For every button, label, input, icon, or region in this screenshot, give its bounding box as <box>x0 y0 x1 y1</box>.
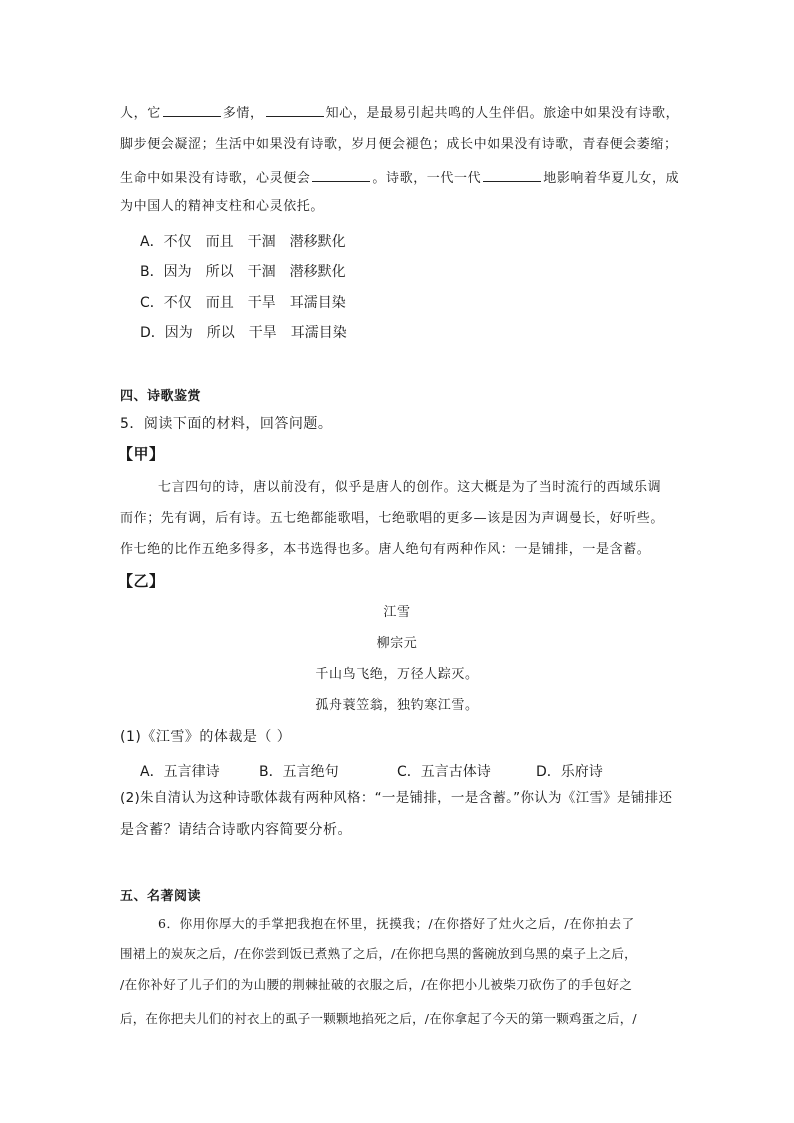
reading-line: 后，在你把夫儿们的衬衣上的虱子一颗颗地掐死之后，/在你拿起了今天的第一颗鸡蛋之后，/ <box>120 1011 637 1026</box>
option-d <box>140 322 347 342</box>
answer-blank <box>483 170 541 182</box>
poem-author: 柳宗元 <box>376 636 418 651</box>
reading-line: 围裙上的炭灰之后，/在你尝到饭已煮熟了之后，/在你把乌黑的酱碗放到乌黑的桌子上之后， <box>120 946 637 961</box>
option-word: 干涸 <box>247 264 276 280</box>
option-word: 不仅 <box>163 295 192 311</box>
passage-line <box>120 170 679 185</box>
sub1-option-b: B．五言绝句 <box>259 764 339 780</box>
passage-text: 。诗歌，一代一代 <box>372 171 482 186</box>
option-letter: A． <box>140 234 164 250</box>
passage-line <box>120 105 679 120</box>
passage-text: 地影响着华夏儿女，成 <box>543 171 680 186</box>
option-c <box>140 292 346 312</box>
material-line: 七言四句的诗，唐以前没有，似乎是唐人的创作。这大概是为了当时流行的西域乐调 <box>158 480 662 495</box>
option-word: 所以 <box>205 264 234 280</box>
option-letter: D． <box>140 325 165 341</box>
option-word: 耳濡目染 <box>289 295 346 311</box>
poem-line: 孤舟蓑笠翁，独钓寒江雪。 <box>315 698 479 713</box>
option-word: 干旱 <box>247 295 276 311</box>
option-word: 因为 <box>164 325 193 341</box>
poem-line: 千山鸟飞绝，万径人踪灭。 <box>315 667 479 682</box>
passage-text: 知心，是最易引起共鸣的人生伴侣。旅途中如果没有诗歌， <box>325 106 680 121</box>
passage-line: 脚步便会凝涩；生活中如果没有诗歌，岁月便会褪色；成长中如果没有诗歌，青春便会萎缩； <box>120 137 678 152</box>
option-word: 潜移默化 <box>289 234 346 250</box>
reading-line: /在你补好了儿子们的为山腰的荆棘扯破的衣服之后，/在你把小儿被柴刀砍伤了的手包好之 <box>120 977 633 992</box>
material-label: 【乙】 <box>118 572 165 590</box>
answer-blank <box>312 170 370 182</box>
sub1-option-a: A．五言律诗 <box>140 764 220 780</box>
passage-text: 多情， <box>222 106 264 121</box>
sub-question: (2)朱自清认为这种诗歌体裁有两种风格：“一是铺排，一是含蓄。”你认为《江雪》是铺排还 <box>120 790 673 806</box>
option-b <box>140 261 346 281</box>
sub1-option-c: C．五言古体诗 <box>397 764 491 780</box>
option-word: 不仅 <box>163 234 192 250</box>
option-word: 耳濡目染 <box>290 325 347 341</box>
material-label: 【甲】 <box>118 445 165 463</box>
passage-text: 生命中如果没有诗歌，心灵便会 <box>120 171 311 186</box>
reading-line: 6．你用你厚大的手掌把我抱在怀里，抚摸我；/在你搭好了灶火之后，/在你拍去了 <box>158 916 635 931</box>
poem-title: 江雪 <box>383 605 411 620</box>
option-word: 干旱 <box>248 325 277 341</box>
section-heading: 四、诗歌鉴赏 <box>120 389 202 404</box>
option-a <box>140 231 346 251</box>
option-word: 而且 <box>205 234 234 250</box>
question-prompt: 5．阅读下面的材料，回答问题。 <box>120 416 333 432</box>
material-line: 作七绝的比作五绝多得多，本书选得也多。唐人绝句有两种作风：一是铺排，一是含蓄。 <box>120 542 651 557</box>
section-heading: 五、名著阅读 <box>120 889 202 904</box>
sub-question: 是含蓄？请结合诗歌内容简要分析。 <box>120 822 352 838</box>
passage-text: 人，它 <box>120 106 161 121</box>
answer-blank <box>266 105 324 117</box>
option-word: 而且 <box>205 295 234 311</box>
option-letter: C． <box>140 295 164 311</box>
material-line: 而作；先有调，后有诗。五七绝都能歌唱，七绝歌唱的更多—该是因为声调曼长，好听些。 <box>120 511 665 526</box>
option-word: 因为 <box>163 264 192 280</box>
option-letter: B． <box>140 264 164 280</box>
option-word: 干涸 <box>247 234 276 250</box>
sub1-option-d: D．乐府诗 <box>536 764 603 780</box>
option-word: 所以 <box>206 325 235 341</box>
sub-question: (1)《江雪》的体裁是（ ） <box>120 729 292 745</box>
passage-line: 为中国人的精神支柱和心灵依托。 <box>120 199 325 214</box>
option-word: 潜移默化 <box>289 264 346 280</box>
answer-blank <box>163 105 221 117</box>
